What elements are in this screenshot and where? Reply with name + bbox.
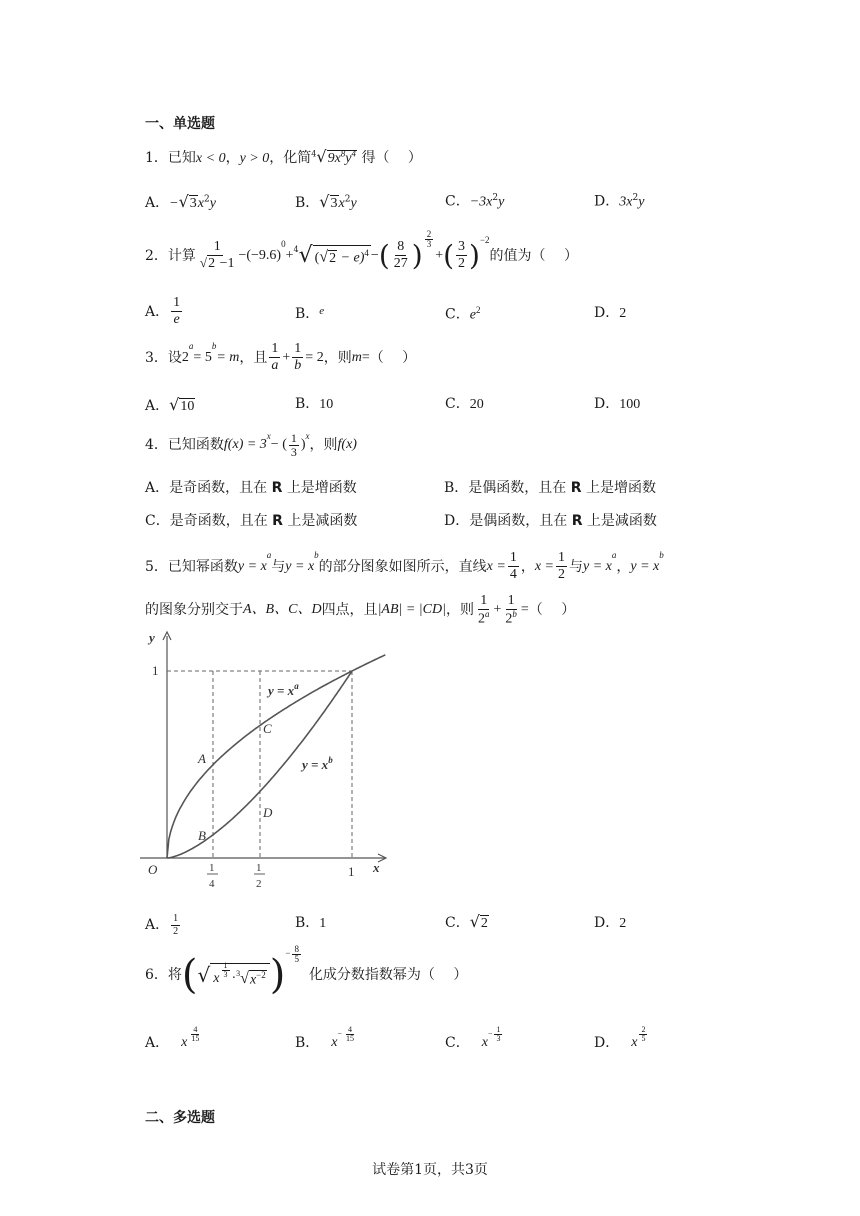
q6-option-d[interactable] [594,1026,649,1050]
q4-option-a[interactable] [145,481,357,495]
math-expr: y = x [285,558,315,574]
exponent: x [266,431,271,441]
page-footer: 试卷第1页，共3页 [372,1162,488,1178]
question-text: 计算 [167,247,196,264]
math-expr: R [271,480,283,496]
option-label: B． [295,915,320,931]
exponent: a [188,341,194,351]
exponent-fraction [494,1026,502,1044]
denominator: 2 [173,925,179,937]
q6-option-c[interactable] [445,1026,504,1050]
q4-option-b[interactable] [444,481,656,495]
base: 2 [477,611,485,627]
option-label: B． [444,480,469,496]
exponent: b [659,550,664,560]
question-6 [145,944,468,998]
math-expr: y = x [583,558,612,574]
denominator: 2 [558,566,566,582]
denominator: 3 [496,1034,501,1044]
math-expr: = m [216,349,240,365]
math-expr: 100 [619,397,641,412]
exponent-fraction [344,1026,356,1044]
exponent-sign: − [487,1029,493,1039]
question-1 [145,149,422,166]
radicand: 2 [329,250,337,266]
option-label: B． [295,396,320,412]
radical-sign: √ [169,395,180,414]
denominator: 4 [509,566,517,582]
math-expr: x < 0 [195,151,226,166]
numerator: 1 [496,1025,501,1034]
fraction [289,432,299,459]
exponent-fraction [292,945,301,965]
x-axis-label: x [373,860,380,875]
option-text: 上是减函数 [287,513,358,529]
question-text: 的图象分别交于 [145,602,243,619]
numerator: 8 [397,239,405,254]
option-label: A． [145,303,170,320]
q4-option-d[interactable] [444,514,657,528]
question-text: ，则 [309,437,338,454]
fraction [556,551,567,582]
exponent: x [305,431,310,441]
option-label: C． [145,513,170,529]
fraction [292,342,303,373]
radical-sign: √ [197,963,211,987]
q1-option-c[interactable] [445,194,504,210]
math-expr: x [249,972,257,988]
point-c-label: C [263,721,272,736]
exponent-fraction [425,230,434,250]
math-expr: x [331,1035,338,1051]
exponent: 2 [632,193,639,203]
denominator: a [271,357,279,373]
question-text: 与 [569,558,584,575]
question-5-line-1 [145,551,664,582]
math-expr: = 2 [305,349,324,365]
math-expr: f(x) = 3 [223,437,267,453]
math-expr: y [498,194,505,210]
radicand [313,245,371,266]
denominator: 3 [223,970,228,980]
option-label: D． [594,915,620,931]
numerator: 1 [509,550,517,565]
math-expr: − ( [270,437,287,453]
question-text: （ ） [369,349,417,366]
question-text: 四点，且 [321,602,378,619]
option-label: D． [444,513,470,529]
radical-sign: √ [469,912,480,931]
fraction [198,240,237,271]
section-title-multiple-choice: 二、多选题 [145,1110,215,1126]
numerator: 2 [426,229,432,239]
math-operator: + [282,349,291,365]
paren-left: ( [443,238,455,272]
math-expr: 2 [619,916,627,931]
radical-sign: √ [178,192,189,211]
question-5-line-2 [145,594,575,627]
math-expr: − e) [337,250,365,266]
option-label: C． [445,1035,470,1052]
q5-option-c[interactable] [445,914,489,931]
option-label: B． [295,306,320,322]
question-text: 设 [167,349,182,366]
option-text: 是奇函数，且在 [169,480,268,496]
fraction [456,240,467,271]
exponent: 2 [475,305,481,315]
x-tick-1: 1 [348,864,355,879]
denominator [476,610,492,627]
math-expr: 9x [327,151,341,166]
numerator: 1 [290,431,297,445]
exponent: 4 [351,148,356,159]
math-expr: x [197,196,204,211]
option-text: 上是增函数 [286,480,357,496]
fraction [508,551,519,582]
numerator: 4 [193,1025,198,1034]
denominator: 27 [393,255,408,271]
math-expr: x [181,1035,188,1051]
root-index: 4 [293,245,299,254]
question-4 [145,432,357,459]
option-label: A． [145,917,170,934]
math-expr: 2 [619,306,627,321]
math-expr: m [351,349,362,365]
curve-a-label: $y = x^a$ [268,681,299,698]
point-d-label: D [263,805,273,820]
math-expr: y [638,194,645,210]
math-expr: f(x) [337,437,357,453]
math-expr: 1 [319,916,327,931]
question-text: ， [520,558,535,575]
numerator: 1 [507,593,515,608]
math-expr: |AB| = |CD| [377,602,446,618]
numerator: 1 [480,593,488,608]
math-expr: y = x [630,558,660,574]
q3-option-b[interactable] [295,397,333,412]
denominator [503,610,519,627]
math-expr: y = x [237,558,267,574]
denominator: b [294,357,302,373]
option-label: D． [594,193,620,210]
numerator: 1 [558,550,566,565]
option-label: A． [145,1035,170,1052]
question-text: ，则 [445,602,474,619]
exponent: −2 [256,969,266,980]
math-expr: 10 [319,397,334,412]
exponent: a [484,608,490,619]
math-expr: e [469,307,476,323]
question-text: 化成分数指数幂为（ ） [308,967,468,983]
question-text: 的部分图象如图所示，直线 [318,558,487,575]
math-expr: −(−9.6) [238,247,282,263]
question-text: ， [225,150,240,166]
denominator: 5 [641,1034,646,1044]
radicand [249,970,267,988]
numerator: 1 [173,913,179,924]
y-tick-1: 1 [152,663,159,678]
denominator: 5 [294,954,299,965]
math-expr: x = [486,558,506,574]
exponent: b [512,608,517,619]
option-text: 是奇函数，且在 [169,513,268,529]
option-label: A． [145,398,170,414]
math-expr: y [209,196,216,211]
exponent-sign: − [337,1029,343,1039]
math-operator: + [435,247,444,263]
radicand [327,150,357,166]
option-label: B． [295,1035,320,1052]
origin-label: O [148,862,158,877]
exponent: b [314,550,319,560]
question-number: 6． [145,967,168,983]
numerator: 1 [223,960,228,970]
exponent: 2 [492,193,499,203]
x-tick-quarter-den: 4 [209,878,215,890]
radicand: 3 [189,196,197,211]
math-expr: 20 [469,397,484,412]
fraction [392,240,410,271]
option-label: A． [145,195,170,211]
q5-option-b[interactable] [295,916,326,931]
math-expr: R [570,480,582,496]
math-expr: 2 [181,349,189,365]
option-text: 上是增函数 [585,480,656,496]
exponent: a [266,550,272,560]
math-expr: x [338,196,345,211]
denominator: 2 [458,255,466,271]
fraction [503,594,519,627]
root-index: 4 [311,149,317,159]
denominator: 15 [191,1034,200,1044]
radical-sign: √ [319,192,330,211]
question-text: ，则 [323,349,352,366]
math-expr: − [169,196,179,211]
exponent: a [611,550,617,560]
math-expr: R [571,513,583,529]
paren-left: ( [181,952,198,998]
point-b-label: B [198,828,206,843]
numerator: 1 [271,341,279,356]
q6-option-b[interactable] [295,1026,358,1050]
option-label: B． [295,195,320,211]
question-number: 5． [145,558,168,575]
q5-option-a[interactable] [145,914,182,937]
exponent: 4 [364,248,369,259]
math-expr: x [213,970,220,986]
option-text: 上是减函数 [586,513,657,529]
math-expr: e [319,305,325,317]
exponent: 2 [344,194,351,205]
paren-left: ( [378,238,390,272]
exponent-fraction [189,1026,201,1044]
denominator: e [173,311,180,327]
x-tick-half-num: 1 [256,862,262,874]
question-number: 2． [145,247,168,264]
math-expr: = 5 [193,349,212,365]
exponent-fraction [222,962,230,980]
option-label: A． [145,480,170,496]
q3-option-c[interactable] [445,397,484,412]
option-text: 是偶函数，且在 [468,480,567,496]
math-operator: · [231,970,237,986]
math-operator: − [370,247,379,263]
fraction [171,296,182,327]
q2-option-a[interactable] [145,296,184,327]
math-expr: A、B、C、D [243,602,322,618]
math-expr: 3x [619,194,633,210]
x-tick-half-den: 2 [256,878,262,890]
paren-right: ) [411,238,423,272]
q5-option-d[interactable] [594,916,626,931]
option-label: C． [445,306,470,323]
exponent: −2 [479,235,490,245]
y-axis-label: y [149,630,155,645]
question-text: ， [616,558,631,575]
exponent: 2 [204,194,210,205]
math-operator: + [285,247,294,263]
numerator: 1 [294,341,302,356]
option-label: C． [445,396,470,412]
numerator: 8 [294,944,299,954]
math-expr: −3x [469,194,493,210]
math-expr: x [481,1035,488,1051]
question-number: 1． [145,150,168,166]
math-expr: −1 [216,255,235,271]
q1-option-a[interactable] [145,194,216,211]
radical-sign: √ [316,147,327,166]
option-text: 是偶函数，且在 [469,513,568,529]
radicand: 2 [480,916,488,931]
math-expr: ) [300,437,306,453]
question-text: 将 [167,967,182,983]
root-index: 3 [236,968,241,978]
math-expr: ( [314,250,320,266]
question-2 [145,229,578,272]
radicand: 10 [180,399,195,414]
denominator [198,256,237,271]
question-number: 4． [145,437,168,454]
section-title-single-choice: 一、单选题 [145,116,215,132]
radical-sign: √ [319,248,329,266]
question-text: 的值为（ ） [489,247,578,264]
radicand: 2 [208,255,216,271]
question-text: 得（ ） [361,150,422,166]
option-label: C． [445,193,470,210]
option-label: D． [594,396,620,412]
q2-option-c[interactable] [445,306,480,323]
curve-b-label: $y = x^b$ [302,755,333,772]
exponent: 0 [281,239,286,249]
math-expr: x [631,1035,638,1051]
exponent: b [211,341,217,351]
option-label: D． [594,1035,620,1052]
fraction [476,594,492,627]
q2-option-b[interactable] [295,306,324,321]
option-label: C． [445,915,470,931]
point-a-label: A [198,751,206,766]
radicand [210,960,269,988]
numerator: 2 [641,1025,646,1034]
q4-option-c[interactable] [145,514,357,528]
math-operator: = [520,602,529,618]
radical-sign: √ [240,969,249,987]
radicand: 3 [330,196,338,211]
math-operator: = [361,349,370,365]
math-expr: y > 0 [239,151,270,166]
q6-option-a[interactable] [145,1026,203,1050]
numerator: 4 [348,1025,353,1034]
radical-sign: √ [298,242,313,268]
question-text: ，且 [239,349,268,366]
option-label: D． [594,305,620,321]
paren-right: ) [469,238,480,272]
denominator: 15 [346,1034,355,1044]
x-tick-quarter-num: 1 [209,862,215,874]
numerator: 1 [213,239,221,254]
exponent-fraction [639,1026,647,1044]
exponent-sign: − [285,948,291,958]
question-number: 3． [145,349,168,366]
denominator: 3 [290,444,297,459]
math-expr: y [350,196,357,211]
math-expr: y [345,151,352,166]
question-text: ，化简 [269,150,312,166]
exponent: 8 [340,148,346,159]
denominator: 3 [426,239,432,250]
question-text: 已知 [167,150,196,166]
power-function-graph [140,626,400,896]
base: 2 [505,611,513,627]
q3-option-a[interactable] [145,397,195,414]
numerator: 3 [458,239,466,254]
numerator: 1 [173,295,181,310]
question-text: （ ） [528,602,576,619]
question-text: 与 [271,558,286,575]
q2-option-d[interactable] [594,306,626,321]
q1-option-b[interactable] [295,194,357,211]
paren-right: ) [269,952,286,998]
q3-option-d[interactable] [594,397,640,412]
math-expr: x = [534,558,555,574]
math-operator: + [493,602,502,618]
question-text: 已知幂函数 [167,558,238,575]
fraction [269,342,280,373]
math-expr: R [272,513,283,529]
question-text: 已知函数 [167,437,224,454]
question-3 [145,342,416,373]
fraction [171,914,180,937]
q1-option-d[interactable] [594,194,644,210]
radical-sign: √ [199,254,208,270]
